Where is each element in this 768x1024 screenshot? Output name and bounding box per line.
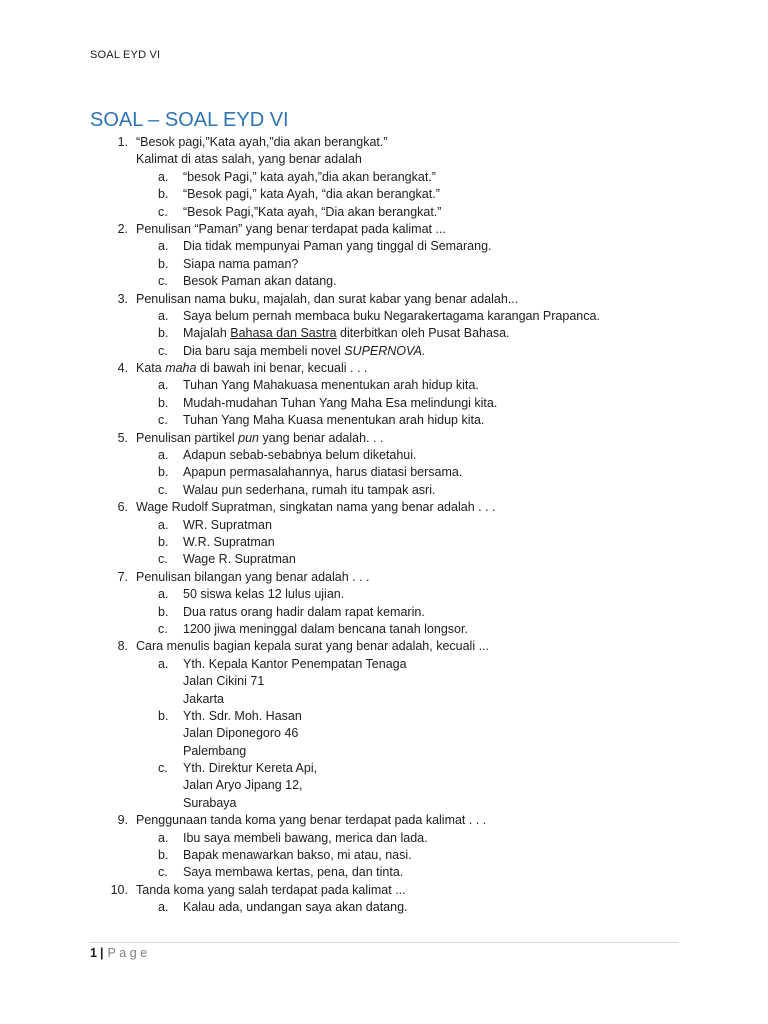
text-segment: Kata [136, 361, 166, 376]
question-list [0, 134, 768, 917]
question-number: 10. [110, 882, 128, 897]
option-line [0, 517, 768, 534]
option-text: Dia tidak mempunyai Paman yang tinggal di Semarang. [183, 239, 492, 254]
option-text: Yth. Sdr. Moh. Hasan [183, 708, 302, 723]
option-item [0, 238, 768, 255]
option-item [0, 621, 768, 638]
option-letter: c. [158, 343, 168, 358]
page-label: Page [107, 946, 151, 960]
question-line [0, 882, 768, 899]
question-line [0, 499, 768, 516]
question-text: Penggunaan tanda koma yang benar terdapat pada kalimat . . . [136, 813, 487, 828]
option-text: “Besok pagi,” kata Ayah, “dia akan berangkat.” [183, 187, 440, 202]
option-text: Bapak menawarkan bakso, mi atau, nasi. [183, 848, 412, 863]
option-text: Dua ratus orang hadir dalam rapat kemarin. [183, 604, 425, 619]
option-text: Saya membawa kertas, pena, dan tinta. [183, 865, 404, 880]
option-text: “Besok Pagi,”Kata ayah, “Dia akan berangkat.” [183, 204, 442, 219]
question-text: “Besok pagi,”Kata ayah,”dia akan berangkat.” [136, 135, 388, 149]
option-text: W.R. Supratman [183, 534, 275, 549]
option-line [0, 551, 768, 568]
option-line [0, 656, 768, 673]
option-letter: b. [158, 256, 169, 271]
option-text: WR. Supratman [183, 517, 272, 532]
option-line [0, 395, 768, 412]
option-letter: b. [158, 708, 169, 723]
option-letter: a. [158, 378, 169, 393]
question-number: 7. [117, 569, 128, 584]
question-text: Tanda koma yang salah terdapat pada kalimat ... [136, 882, 406, 897]
option-line [0, 760, 768, 777]
option-letter: c. [158, 552, 168, 567]
option-item [0, 604, 768, 621]
text-segment: yang benar adalah. . . [259, 430, 384, 445]
option-item [0, 464, 768, 481]
option-letter: a. [158, 517, 169, 532]
text-segment: Majalah [183, 326, 231, 341]
question-text: Kalimat di atas salah, yang benar adalah [136, 152, 362, 167]
option-text: Kalau ada, undangan saya akan datang. [183, 900, 408, 915]
option-line [0, 238, 768, 255]
option-line [0, 534, 768, 551]
option-line [0, 708, 768, 725]
footer-divider [90, 942, 678, 943]
option-letter: b. [158, 187, 169, 202]
option-text: Jalan Aryo Jipang 12, [183, 778, 303, 793]
option-letter: c. [158, 761, 168, 776]
option-item [0, 325, 768, 342]
option-line [0, 691, 768, 708]
option-line [0, 308, 768, 325]
text-segment: Bahasa dan Sastra [230, 326, 337, 341]
question-line [0, 430, 768, 447]
question-number: 5. [117, 430, 128, 445]
option-item [0, 847, 768, 864]
question-line [0, 221, 768, 238]
footer-separator: | [99, 946, 104, 960]
question-item [0, 360, 768, 430]
option-letter: a. [158, 239, 169, 254]
option-item [0, 760, 768, 812]
option-item [0, 447, 768, 464]
question-number: 9. [117, 813, 128, 828]
option-item [0, 830, 768, 847]
page-title: SOAL – SOAL EYD VI [90, 109, 289, 131]
question-number: 3. [117, 291, 128, 306]
option-line [0, 343, 768, 360]
option-letter: c. [158, 865, 168, 880]
question-number: 1. [117, 135, 128, 149]
option-line [0, 847, 768, 864]
question-line [0, 569, 768, 586]
option-letter: a. [158, 587, 169, 602]
text-segment: Dia baru saja membeli novel [183, 343, 345, 358]
option-text: Saya belum pernah membaca buku Negarakertagama karangan Prapanca. [183, 308, 600, 323]
option-item [0, 169, 768, 186]
option-item [0, 308, 768, 325]
option-letter: b. [158, 326, 169, 341]
option-text: Jakarta [183, 691, 224, 706]
question-text [136, 360, 367, 377]
option-item [0, 586, 768, 603]
option-letter: b. [158, 848, 169, 863]
option-item [0, 273, 768, 290]
option-item [0, 517, 768, 534]
option-line [0, 743, 768, 760]
question-number: 8. [117, 639, 128, 654]
question-text: Penulisan “Paman” yang benar terdapat pada kalimat ... [136, 221, 446, 236]
option-item [0, 482, 768, 499]
question-item [0, 638, 768, 812]
question-text: Penulisan nama buku, majalah, dan surat kabar yang benar adalah... [136, 291, 519, 306]
question-line [0, 812, 768, 829]
option-line [0, 273, 768, 290]
option-item [0, 395, 768, 412]
option-line [0, 186, 768, 203]
option-text: 1200 jiwa meninggal dalam bencana tanah longsor. [183, 621, 468, 636]
option-text: 50 siswa kelas 12 lulus ujian. [183, 587, 345, 602]
option-line [0, 795, 768, 812]
option-text: Jalan Diponegoro 46 [183, 726, 299, 741]
option-letter: b. [158, 465, 169, 480]
option-text: Siapa nama paman? [183, 256, 299, 271]
option-item [0, 708, 768, 760]
option-line [0, 464, 768, 481]
option-line [0, 673, 768, 690]
option-text: Jalan Cikini 71 [183, 674, 265, 689]
option-item [0, 899, 768, 916]
question-text [136, 430, 383, 447]
option-item [0, 656, 768, 708]
text-segment: SUPERNOVA. [344, 343, 426, 358]
text-segment: diterbitkan oleh Pusat Bahasa. [336, 326, 510, 341]
option-letter: c. [158, 274, 168, 289]
option-letter: b. [158, 395, 169, 410]
question-line [0, 360, 768, 377]
option-text: Tuhan Yang Mahakuasa menentukan arah hidup kita. [183, 378, 479, 393]
option-line [0, 830, 768, 847]
option-line [0, 377, 768, 394]
question-item [0, 569, 768, 639]
option-line [0, 725, 768, 742]
option-text: Tuhan Yang Maha Kuasa menentukan arah hidup kita. [183, 413, 485, 428]
option-letter: c. [158, 204, 168, 219]
option-text: Mudah-mudahan Tuhan Yang Maha Esa melindungi kita. [183, 395, 498, 410]
option-line [0, 621, 768, 638]
option-line [0, 447, 768, 464]
question-line [0, 638, 768, 655]
option-text: Walau pun sederhana, rumah itu tampak asri. [183, 482, 436, 497]
option-item [0, 551, 768, 568]
text-segment: di bawah ini benar, kecuali . . . [196, 361, 368, 376]
option-line [0, 864, 768, 881]
option-line [0, 256, 768, 273]
option-letter: c. [158, 621, 168, 636]
option-item [0, 412, 768, 429]
option-item [0, 204, 768, 221]
option-text [183, 343, 425, 360]
option-line [0, 482, 768, 499]
option-letter: a. [158, 656, 169, 671]
question-item [0, 882, 768, 917]
question-text: Cara menulis bagian kepala surat yang benar adalah, kecuali ... [136, 639, 489, 654]
option-line [0, 325, 768, 342]
question-number: 4. [117, 361, 128, 376]
option-item [0, 534, 768, 551]
question-line [0, 134, 768, 151]
text-segment: Penulisan partikel [136, 430, 239, 445]
question-item [0, 291, 768, 361]
question-item [0, 812, 768, 882]
option-letter: a. [158, 169, 169, 184]
option-letter: a. [158, 900, 169, 915]
question-number: 2. [117, 221, 128, 236]
question-line [0, 151, 768, 168]
question-item [0, 134, 768, 221]
option-line [0, 604, 768, 621]
option-text: Palembang [183, 743, 247, 758]
option-line [0, 899, 768, 916]
page-footer [90, 945, 151, 961]
option-text: Yth. Direktur Kereta Api, [183, 761, 318, 776]
option-text: Surabaya [183, 795, 237, 810]
option-item [0, 864, 768, 881]
option-text: Besok Paman akan datang. [183, 274, 337, 289]
option-line [0, 777, 768, 794]
option-item [0, 343, 768, 360]
question-number: 6. [117, 500, 128, 515]
option-line [0, 586, 768, 603]
text-segment: maha [165, 361, 197, 376]
question-text: Wage Rudolf Supratman, singkatan nama yang benar adalah . . . [136, 500, 496, 515]
option-text: Apapun permasalahannya, harus diatasi bersama. [183, 465, 463, 480]
question-item [0, 430, 768, 500]
question-item [0, 221, 768, 291]
option-text: Ibu saya membeli bawang, merica dan lada. [183, 830, 428, 845]
option-letter: b. [158, 604, 169, 619]
option-item [0, 186, 768, 203]
option-letter: a. [158, 448, 169, 463]
option-item [0, 256, 768, 273]
option-text: Adapun sebab-sebabnya belum diketahui. [183, 448, 417, 463]
option-letter: a. [158, 308, 169, 323]
option-letter: c. [158, 413, 168, 428]
option-letter: c. [158, 482, 168, 497]
option-text [183, 325, 510, 342]
option-item [0, 377, 768, 394]
page-number: 1 [90, 946, 97, 960]
running-header: SOAL EYD VI [90, 49, 161, 61]
option-line [0, 204, 768, 221]
option-line [0, 412, 768, 429]
option-text: “besok Pagi,” kata ayah,”dia akan berangkat.” [183, 169, 436, 184]
option-text: Yth. Kepala Kantor Penempatan Tenaga [183, 656, 407, 671]
option-line [0, 169, 768, 186]
text-segment: pun [238, 430, 260, 445]
question-line [0, 291, 768, 308]
question-text: Penulisan bilangan yang benar adalah . . . [136, 569, 370, 584]
option-letter: b. [158, 534, 169, 549]
option-letter: a. [158, 830, 169, 845]
option-text: Wage R. Supratman [183, 552, 296, 567]
question-item [0, 499, 768, 569]
